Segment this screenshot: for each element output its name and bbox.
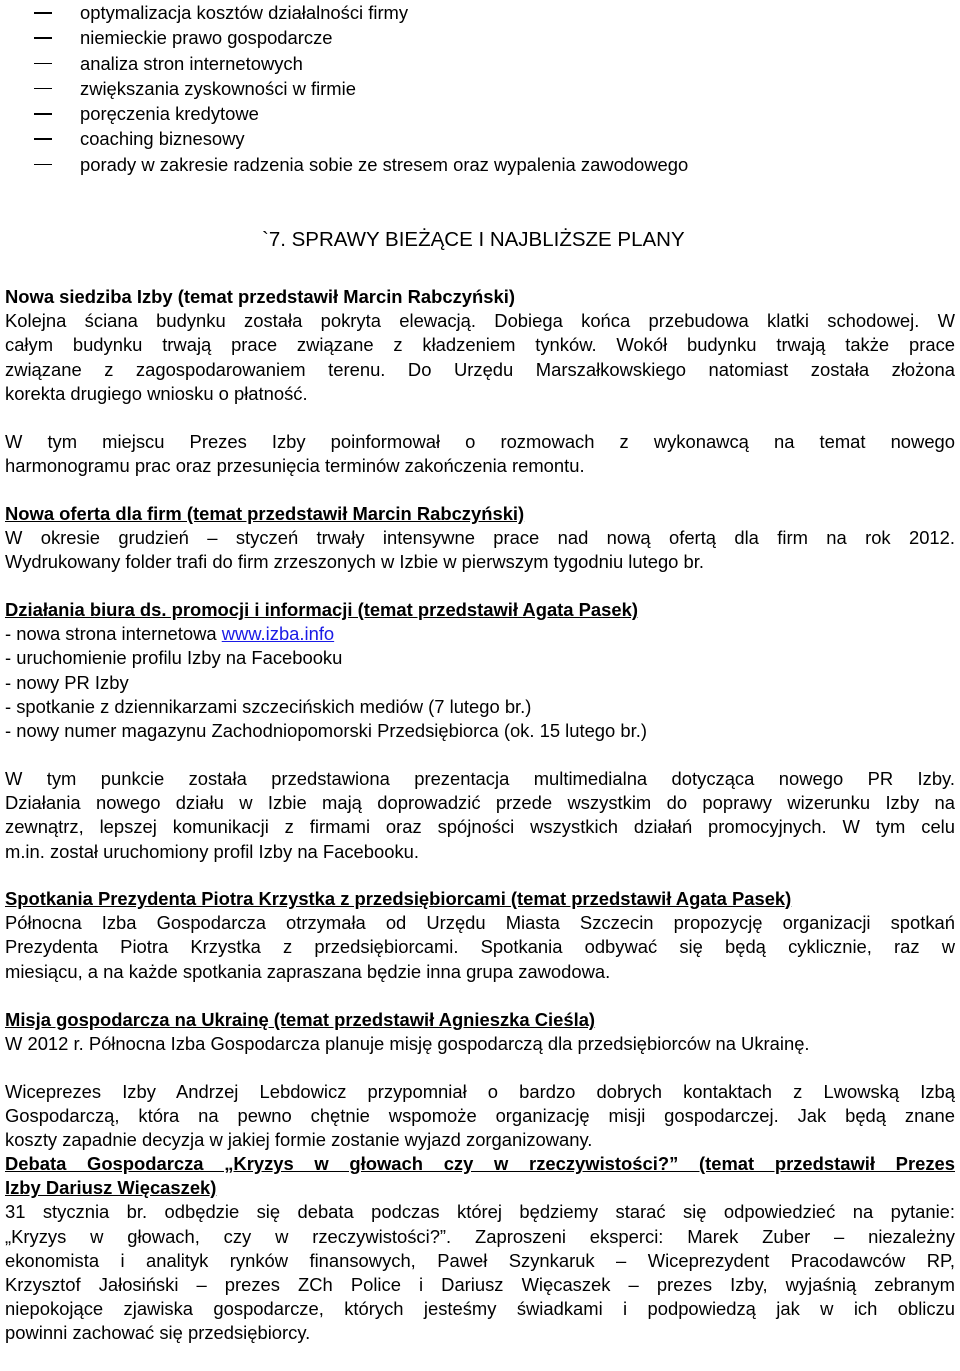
dash-bullet-icon (34, 37, 52, 39)
dash-bullet-icon (34, 138, 52, 140)
list-item: - nowy PR Izby (5, 671, 129, 693)
siedziba-paragraph-1: Kolejna ściana budynku została pokryta elewacją. Dobiega końca przebudowa klatki schodowej. W całym budynku trwają prace związane z kładzeniem tynków. Wokół budynku trwają także prace związane z zagospodarowaniem terenu. Do Urzędu Marszałkowskiego natomiast została złożona korekta drugiego wniosku o płatność. (5, 310, 955, 404)
section-title: Misja gospodarcza na Ukrainę (temat przedstawił Agnieszka Cieśla) (5, 1009, 596, 1030)
services-bullet-list (5, 0, 905, 177)
section-title: Debata Gospodarcza „Kryzys w głowach czy w rzeczywistości?” (temat przedstawił Prezes Izby Dariusz Więcaszek) (5, 1153, 955, 1199)
website-link[interactable]: www.izba.info (221, 623, 335, 645)
list-item: poręczenia kredytowe (5, 101, 905, 126)
list-item: coaching biznesowy (5, 126, 905, 151)
spotkania-section (5, 887, 955, 984)
dash-bullet-icon (34, 88, 52, 90)
list-item: optymalizacja kosztów działalności firmy (5, 0, 905, 25)
siedziba-section (5, 285, 955, 406)
misja-paragraph-1: W 2012 r. Północna Izba Gospodarcza planuje misję gospodarczą dla przedsiębiorców na Ukrainę. (5, 1033, 810, 1055)
section-title: Nowa oferta dla firm (temat przedstawił Marcin Rabczyński) (5, 503, 525, 524)
biuro-section (5, 598, 955, 743)
dash-bullet-icon (34, 12, 52, 14)
list-item: niemieckie prawo gospodarcze (5, 25, 905, 50)
misja-section (5, 1008, 955, 1056)
list-item: - spotkanie z dziennikarzami szczecińskich mediów (7 lutego br.) (5, 695, 532, 717)
list-item: porady w zakresie radzenia sobie ze stresem oraz wypalenia zawodowego (5, 152, 905, 177)
spotkania-paragraph: Północna Izba Gospodarcza otrzymała od Urzędu Miasta Szczecin propozycję organizacji spotkań Prezydenta Piotra Krzystka z przedsiębiorcami. Spotkania odbywać się będą cyklicznie, raz w miesiącu, a na każde spotkania zapraszana będzie inna grupa zawodowa. (5, 912, 955, 982)
list-item: analiza stron internetowych (5, 51, 905, 76)
list-item: - uruchomienie profilu Izby na Facebooku (5, 647, 343, 669)
dash-bullet-icon (34, 63, 52, 65)
section-title: Nowa siedziba Izby (temat przedstawił Marcin Rabczyński) (5, 286, 515, 307)
section-heading: `7. SPRAWY BIEŻĄCE I NAJBLIŻSZE PLANY (262, 228, 685, 251)
dash-bullet-icon (34, 164, 52, 166)
oferta-paragraph: W okresie grudzień – styczeń trwały intensywne prace nad nową ofertą dla firm na rok 2012. Wydrukowany folder trafi do firm zrzeszonych w Izbie w pierwszym tygodniu lutego br. (5, 527, 955, 573)
siedziba-paragraph-2: W tym miejscu Prezes Izby poinformował o rozmowach z wykonawcą na temat nowego harmonogramu prac oraz przesunięcia terminów zakończenia remontu. (5, 431, 955, 477)
section-title: Spotkania Prezydenta Piotra Krzystka z przedsiębiorcami (temat przedstawił Agata Pasek) (5, 888, 792, 909)
debata-section (5, 1152, 955, 1346)
dash-bullet-icon (34, 113, 52, 115)
section-title: Działania biura ds. promocji i informacji (temat przedstawił Agata Pasek) (5, 599, 638, 620)
misja-paragraph-2: Wiceprezes Izby Andrzej Lebdowicz przypomniał o bardzo dobrych kontaktach z Lwowską Izbą Gospodarczą, która na pewno chętnie wspomoże organizację misji gospodarczej. Jak będą znane koszty zapadnie decyzja w jakiej formie zostanie wyjazd zorganizowany. (5, 1081, 955, 1151)
debata-paragraph: 31 stycznia br. odbędzie się debata podczas której będziemy starać się odpowiedzieć na pytanie: „Kryzys w głowach, czy w rzeczywistości?”. Zaproszeni eksperci: Marek Zuber – niezależny ekonomista i analityk rynków finansowych, Paweł Szynkaruk – Wiceprezydent Pracodawców RP, Krzysztof Jałosiński – prezes ZCh Police i Dariusz Więcaszek – prezes Izby, wyjaśnią zebranym niepokojące zjawiska gospodarcze, których jesteśmy świadkami i podpowiedzą jak w ich obliczu powinni zachować się przedsiębiorcy. (5, 1201, 955, 1344)
oferta-section (5, 502, 955, 575)
biuro-paragraph: W tym punkcie została przedstawiona prezentacja multimedialna dotycząca nowego PR Izby. Działania nowego działu w Izbie mają doprowadzić przede wszystkim do poprawy wizerunku Izby na zewnątrz, lepszej komunikacji z firmami oraz spójności wszystkich działań promocyjnych. W tym celu m.in. został uruchomiony profil Izby na Facebooku. (5, 768, 955, 862)
list-item: - nowa strona internetowa www.izba.info (5, 623, 335, 645)
list-item: zwiększania zyskowności w firmie (5, 76, 905, 101)
list-item: - nowy numer magazynu Zachodniopomorski Przedsiębiorca (ok. 15 lutego br.) (5, 720, 647, 742)
